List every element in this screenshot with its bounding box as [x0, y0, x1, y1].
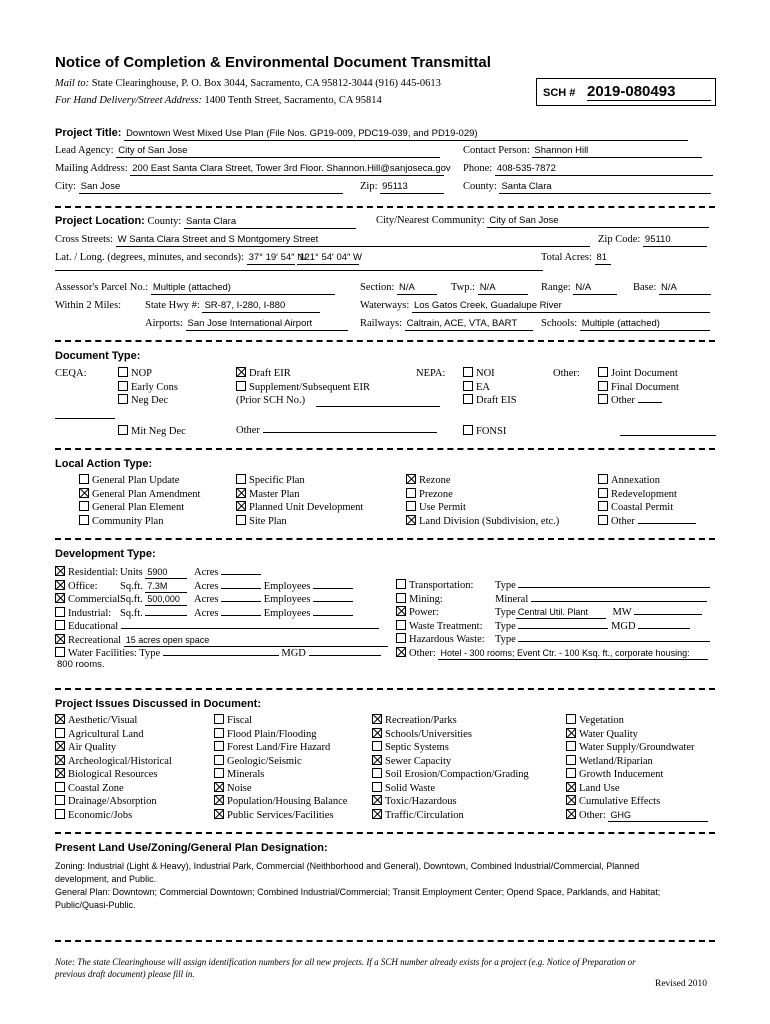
issue-option[interactable]: Minerals: [214, 768, 347, 782]
divider: [55, 688, 715, 690]
checked-box-icon[interactable]: [566, 782, 576, 792]
doc-option[interactable]: Joint Document: [598, 367, 679, 381]
doc-option[interactable]: Final Document: [598, 381, 679, 395]
checkbox-icon[interactable]: [463, 425, 473, 435]
checked-box-icon[interactable]: [236, 367, 246, 377]
checked-box-icon[interactable]: [55, 755, 65, 765]
waterways-field[interactable]: Los Gatos Creek, Guadalupe River: [412, 300, 710, 313]
issue-option[interactable]: Cumulative Effects: [566, 795, 708, 809]
checked-box-icon[interactable]: [406, 474, 416, 484]
prior-sch-line[interactable]: [316, 406, 440, 407]
checked-box-icon[interactable]: [236, 488, 246, 498]
ceqa-label: CEQA:: [55, 368, 87, 379]
airports-field[interactable]: San Jose International Airport: [186, 318, 348, 331]
lead-agency-row: Lead Agency: City of San Jose: [55, 145, 440, 158]
community-field[interactable]: City of San Jose: [487, 215, 709, 228]
divider: [55, 340, 715, 342]
doc-option[interactable]: Other: [598, 394, 679, 408]
dev-recreational[interactable]: Recreational 15 acres open space: [55, 634, 388, 648]
dev-rooms: 800 rooms.: [57, 659, 105, 670]
dev-other[interactable]: Other: Hotel - 300 rooms; Event Ctr. - 100 Ksq. ft., corporate housing:: [396, 647, 710, 661]
checkbox-icon[interactable]: [598, 394, 608, 404]
footer-note-1: Note: The state Clearinghouse will assign identification numbers for all new projects. If a SCH number already exists for a project (e.g. Notice of Preparation or: [55, 957, 636, 967]
divider: [55, 940, 715, 942]
local-option[interactable]: Site Plan: [236, 515, 363, 529]
twp-row: Twp.: N/A: [451, 282, 528, 295]
issues-col-4: [566, 714, 708, 822]
issue-option[interactable]: Drainage/Absorption: [55, 795, 172, 809]
checkbox-icon[interactable]: [566, 714, 576, 724]
issue-option[interactable]: Toxic/Hazardous: [372, 795, 529, 809]
checkbox-icon[interactable]: [566, 755, 576, 765]
issue-option[interactable]: Air Quality: [55, 741, 172, 755]
checked-box-icon[interactable]: [79, 488, 89, 498]
checkbox-icon[interactable]: [396, 593, 406, 603]
railways-row: Railways: Caltrain, ACE, VTA, BART: [360, 318, 533, 331]
dev-office[interactable]: Office: Sq.ft. 7.3M Acres Employees: [55, 580, 388, 594]
separator-line: [55, 270, 543, 271]
nepa-col: [463, 367, 517, 408]
dev-waste[interactable]: Waste Treatment: Type MGD: [396, 620, 710, 634]
dev-transport[interactable]: Transportation: Type: [396, 579, 710, 593]
other-doc-option: Other: [236, 425, 437, 436]
checked-box-icon[interactable]: [372, 755, 382, 765]
checkbox-icon[interactable]: [55, 607, 65, 617]
sch-value[interactable]: 2019-080493: [587, 83, 711, 101]
checkbox-icon[interactable]: [236, 381, 246, 391]
checked-box-icon[interactable]: [396, 647, 406, 657]
local-option[interactable]: Specific Plan: [236, 474, 363, 488]
local-col-4: [598, 474, 696, 528]
issue-option[interactable]: Septic Systems: [372, 741, 529, 755]
checked-box-icon[interactable]: [55, 714, 65, 724]
city-row: City: San Jose: [55, 181, 343, 194]
contact-row: Contact Person: Shannon Hill: [463, 145, 702, 158]
checkbox-icon[interactable]: [79, 515, 89, 525]
sch-label: SCH #: [543, 87, 576, 99]
doc-option[interactable]: Early Cons: [118, 381, 178, 395]
range-field[interactable]: N/A: [573, 282, 617, 295]
checkbox-icon[interactable]: [463, 367, 473, 377]
checked-box-icon[interactable]: [55, 580, 65, 590]
dev-mining[interactable]: Mining: Mineral: [396, 593, 710, 607]
local-option[interactable]: General Plan Update: [79, 474, 200, 488]
checkbox-icon[interactable]: [214, 741, 224, 751]
ceqa-col-1: [118, 367, 178, 408]
checkbox-icon[interactable]: [372, 741, 382, 751]
city-field[interactable]: San Jose: [79, 181, 343, 194]
mail-to-line: Mail to: State Clearinghouse, P. O. Box 3044, Sacramento, CA 95812-3044 (916) 445-0613: [55, 78, 441, 89]
checkbox-icon[interactable]: [396, 579, 406, 589]
checked-box-icon[interactable]: [214, 795, 224, 805]
issue-option[interactable]: Recreation/Parks: [372, 714, 529, 728]
local-option[interactable]: Prezone: [406, 488, 559, 502]
checked-box-icon[interactable]: [214, 809, 224, 819]
hand-delivery-line: For Hand Delivery/Street Address: 1400 Tenth Street, Sacramento, CA 95814: [55, 95, 382, 106]
issue-option[interactable]: Aesthetic/Visual: [55, 714, 172, 728]
dev-water[interactable]: Water Facilities: Type MGD: [55, 647, 388, 661]
twp-field[interactable]: N/A: [478, 282, 528, 295]
checkbox-icon[interactable]: [598, 367, 608, 377]
checkbox-icon[interactable]: [598, 488, 608, 498]
checked-box-icon[interactable]: [55, 768, 65, 778]
issue-option[interactable]: Land Use: [566, 782, 708, 796]
local-option[interactable]: Community Plan: [79, 515, 200, 529]
dev-educational[interactable]: Educational: [55, 620, 388, 634]
location-county-field[interactable]: Santa Clara: [184, 216, 356, 229]
issue-option[interactable]: Schools/Universities: [372, 728, 529, 742]
mailing-field[interactable]: 200 East Santa Clara Street, Tower 3rd Floor. Shannon.Hill@sanjoseca.gov: [132, 163, 451, 174]
checkbox-icon[interactable]: [372, 768, 382, 778]
issue-option[interactable]: Wetland/Riparian: [566, 755, 708, 769]
local-option[interactable]: Annexation: [598, 474, 696, 488]
zip-field[interactable]: 95113: [380, 181, 444, 194]
sch-number-box: [536, 78, 716, 106]
local-col-1: [79, 474, 200, 528]
issue-option[interactable]: Flood Plain/Flooding: [214, 728, 347, 742]
doc-type-header: Document Type:: [55, 350, 141, 362]
issues-col-3: [372, 714, 529, 822]
fonsi-option[interactable]: FONSI: [463, 425, 506, 437]
airports-row: Airports: San Jose International Airport: [145, 318, 348, 331]
project-title-field[interactable]: Downtown West Mixed Use Plan (File Nos. GP19-009, PDC19-039, and PD19-029): [124, 128, 688, 141]
landuse-header: Present Land Use/Zoning/General Plan Designation:: [55, 842, 328, 854]
issue-option[interactable]: Water Quality: [566, 728, 708, 742]
checkbox-icon[interactable]: [55, 809, 65, 819]
issue-option[interactable]: Economic/Jobs: [55, 809, 172, 823]
apn-field[interactable]: Multiple (attached): [151, 282, 335, 295]
hwy-field[interactable]: SR-87, I-280, I-880: [202, 300, 320, 313]
blank-line[interactable]: [620, 435, 716, 436]
dev-col-left: [55, 566, 388, 661]
checkbox-icon[interactable]: [396, 620, 406, 630]
issue-option[interactable]: Population/Housing Balance: [214, 795, 347, 809]
issue-option[interactable]: Archeological/Historical: [55, 755, 172, 769]
checkbox-icon[interactable]: [118, 425, 128, 435]
checked-box-icon[interactable]: [566, 795, 576, 805]
checkbox-icon[interactable]: [406, 488, 416, 498]
waterways-row: Waterways: Los Gatos Creek, Guadalupe River: [360, 300, 710, 313]
phone-field[interactable]: 408-535-7872: [495, 163, 713, 176]
latlong-row: Lat. / Long. (degrees, minutes, and seconds): 37° 19′ 54″ N/ 121° 54′ 04″ W: [55, 252, 363, 263]
hwy-row: State Hwy #: SR-87, I-280, I-880: [145, 300, 320, 313]
section-field[interactable]: N/A: [397, 282, 437, 295]
issue-option[interactable]: Forest Land/Fire Hazard: [214, 741, 347, 755]
checkbox-icon[interactable]: [118, 381, 128, 391]
cross-streets-row: Cross Streets: W Santa Clara Street and S Montgomery Street: [55, 234, 590, 247]
dev-commercial[interactable]: Commercial:Sq.ft. 500,000 Acres Employees: [55, 593, 388, 607]
mit-neg-dec-option[interactable]: Mit Neg Dec: [118, 425, 186, 437]
nepa-label: NEPA:: [416, 368, 446, 379]
checked-box-icon[interactable]: [566, 809, 576, 819]
issue-option[interactable]: Noise: [214, 782, 347, 796]
issue-option[interactable]: Vegetation: [566, 714, 708, 728]
checkbox-icon[interactable]: [214, 714, 224, 724]
checked-box-icon[interactable]: [55, 634, 65, 644]
issue-option[interactable]: Traffic/Circulation: [372, 809, 529, 823]
checkbox-icon[interactable]: [598, 501, 608, 511]
checkbox-icon[interactable]: [463, 381, 473, 391]
long-field[interactable]: 121° 54′ 04″ W: [299, 252, 363, 263]
local-option[interactable]: Coastal Permit: [598, 501, 696, 515]
dev-industrial[interactable]: Industrial: Sq.ft. Acres Employees: [55, 607, 388, 621]
issue-option[interactable]: Biological Resources: [55, 768, 172, 782]
apn-row: Assessor's Parcel No.: Multiple (attached): [55, 282, 335, 295]
issues-col-2: [214, 714, 347, 822]
issue-option[interactable]: Fiscal: [214, 714, 347, 728]
local-option[interactable]: Other: [598, 515, 696, 529]
checked-box-icon[interactable]: [372, 809, 382, 819]
mailing-row: Mailing Address: 200 East Santa Clara Street, Tower 3rd Floor. Shannon.Hill@sanjoseca.gov: [55, 163, 451, 174]
cross-streets-field[interactable]: W Santa Clara Street and S Montgomery Street: [116, 234, 590, 247]
checked-box-icon[interactable]: [55, 741, 65, 751]
checkbox-icon[interactable]: [214, 728, 224, 738]
landuse-text: Zoning: Industrial (Light & Heavy), Industrial Park, Commercial (Neithborhood and General), Downtown, Combined Industrial/Commercial, Planned development, and Public. General Plan: Downtown; Commercial Downtown; Combined Industrial/Commercial; Transit Employment Center; Opend Space, Parklands, and Habitat; Public/Quasi-Public.: [55, 861, 661, 910]
checkbox-icon[interactable]: [55, 728, 65, 738]
footer-note-2: previous draft document) please fill in.: [55, 969, 195, 979]
checkbox-icon[interactable]: [598, 381, 608, 391]
location-row: Project Location: County: Santa Clara: [55, 215, 356, 229]
community-row: City/Nearest Community: City of San Jose: [376, 215, 709, 228]
checkbox-icon[interactable]: [118, 394, 128, 404]
local-col-2: [236, 474, 363, 528]
checkbox-icon[interactable]: [79, 501, 89, 511]
doc-option[interactable]: Neg Dec: [118, 394, 178, 408]
county-row: County: Santa Clara: [463, 181, 711, 194]
issue-option[interactable]: Coastal Zone: [55, 782, 172, 796]
checkbox-icon[interactable]: [214, 755, 224, 765]
issues-header: Project Issues Discussed in Document:: [55, 698, 262, 710]
checkbox-icon[interactable]: [236, 474, 246, 484]
within-label: Within 2 Miles:: [55, 300, 122, 311]
checkbox-icon[interactable]: [566, 768, 576, 778]
checked-box-icon[interactable]: [236, 501, 246, 511]
revised-label: Revised 2010: [655, 979, 707, 989]
issue-option[interactable]: Solid Waste: [372, 782, 529, 796]
issue-option[interactable]: Water Supply/Groundwater: [566, 741, 708, 755]
dev-residential[interactable]: Residential: Units 5900 Acres: [55, 566, 388, 580]
local-option[interactable]: Redevelopment: [598, 488, 696, 502]
local-option[interactable]: Planned Unit Development: [236, 501, 363, 515]
project-title-row: Project Title: Downtown West Mixed Use Plan (File Nos. GP19-009, PDC19-039, and PD19-029): [55, 127, 688, 141]
local-option[interactable]: General Plan Amendment: [79, 488, 200, 502]
issues-col-1: [55, 714, 172, 822]
issue-option[interactable]: Soil Erosion/Compaction/Grading: [372, 768, 529, 782]
base-field[interactable]: N/A: [659, 282, 711, 295]
checked-box-icon[interactable]: [55, 566, 65, 576]
checkbox-icon[interactable]: [372, 782, 382, 792]
other-label: Other:: [553, 368, 580, 379]
issue-option[interactable]: Growth Inducement: [566, 768, 708, 782]
checkbox-icon[interactable]: [55, 782, 65, 792]
local-option[interactable]: Rezone: [406, 474, 559, 488]
checkbox-icon[interactable]: [566, 741, 576, 751]
checked-box-icon[interactable]: [396, 606, 406, 616]
checkbox-icon[interactable]: [598, 515, 608, 525]
form-title: Notice of Completion & Environmental Document Transmittal: [55, 54, 491, 71]
dev-hazard[interactable]: Hazardous Waste: Type: [396, 633, 710, 647]
divider: [55, 538, 715, 540]
local-action-header: Local Action Type:: [55, 458, 153, 470]
divider: [55, 832, 715, 834]
checked-box-icon[interactable]: [566, 728, 576, 738]
local-col-3: [406, 474, 559, 528]
other-col: [598, 367, 679, 408]
checked-box-icon[interactable]: [406, 515, 416, 525]
lat-field[interactable]: 37° 19′ 54″ N/: [248, 252, 307, 263]
location-zip-field[interactable]: 95110: [643, 234, 707, 247]
contact-field[interactable]: Shannon Hill: [532, 145, 702, 158]
divider: [55, 206, 715, 208]
zip-row: Zip: 95113: [360, 181, 444, 194]
checkbox-icon[interactable]: [396, 633, 406, 643]
checked-box-icon[interactable]: [214, 782, 224, 792]
checkbox-icon[interactable]: [236, 515, 246, 525]
checkbox-icon[interactable]: [55, 620, 65, 630]
base-row: Base: N/A: [633, 282, 711, 295]
checkbox-icon[interactable]: [598, 474, 608, 484]
doc-option[interactable]: Draft EIR: [236, 367, 370, 381]
doc-option[interactable]: Draft EIS: [463, 394, 517, 408]
checkbox-icon[interactable]: [463, 394, 473, 404]
dev-power[interactable]: Power: Type Central Util. Plant MW: [396, 606, 710, 620]
doc-option[interactable]: NOI: [463, 367, 517, 381]
total-acres-field[interactable]: 81: [595, 252, 611, 265]
checkbox-icon[interactable]: [55, 647, 65, 657]
range-row: Range: N/A: [541, 282, 617, 295]
checked-box-icon[interactable]: [372, 795, 382, 805]
checkbox-icon[interactable]: [118, 367, 128, 377]
local-option[interactable]: Master Plan: [236, 488, 363, 502]
total-acres-row: Total Acres: 81: [541, 252, 611, 265]
local-option[interactable]: Land Division (Subdivision, etc.): [406, 515, 559, 529]
schools-field[interactable]: Multiple (attached): [580, 318, 710, 331]
doc-option-label: (Prior SCH No.): [236, 395, 306, 406]
checkbox-icon[interactable]: [55, 795, 65, 805]
doc-option[interactable]: NOP: [118, 367, 178, 381]
checkbox-icon[interactable]: [406, 501, 416, 511]
checkbox-icon[interactable]: [214, 768, 224, 778]
section-row: Section: N/A: [360, 282, 437, 295]
dev-col-right: [396, 579, 710, 660]
blank-line[interactable]: [55, 418, 115, 419]
divider: [55, 448, 715, 450]
issue-option[interactable]: Other: GHG: [566, 809, 708, 823]
dev-type-header: Development Type:: [55, 548, 156, 560]
doc-option[interactable]: EA: [463, 381, 517, 395]
checked-box-icon[interactable]: [55, 593, 65, 603]
issue-option[interactable]: Public Services/Facilities: [214, 809, 347, 823]
issue-option[interactable]: Agricultural Land: [55, 728, 172, 742]
location-zip-row: Zip Code: 95110: [598, 234, 707, 247]
checkbox-icon[interactable]: [79, 474, 89, 484]
phone-row: Phone: 408-535-7872: [463, 163, 713, 176]
railways-field[interactable]: Caltrain, ACE, VTA, BART: [405, 318, 533, 331]
local-option[interactable]: Use Permit: [406, 501, 559, 515]
checked-box-icon[interactable]: [372, 714, 382, 724]
checked-box-icon[interactable]: [372, 728, 382, 738]
local-option[interactable]: General Plan Element: [79, 501, 200, 515]
issue-option[interactable]: Sewer Capacity: [372, 755, 529, 769]
lead-agency-field[interactable]: City of San Jose: [116, 145, 440, 158]
issue-option[interactable]: Geologic/Seismic: [214, 755, 347, 769]
doc-option[interactable]: Supplement/Subsequent EIR: [236, 381, 370, 395]
ceqa-col-2: [236, 367, 370, 408]
county-field[interactable]: Santa Clara: [499, 181, 711, 194]
schools-row: Schools: Multiple (attached): [541, 318, 710, 331]
